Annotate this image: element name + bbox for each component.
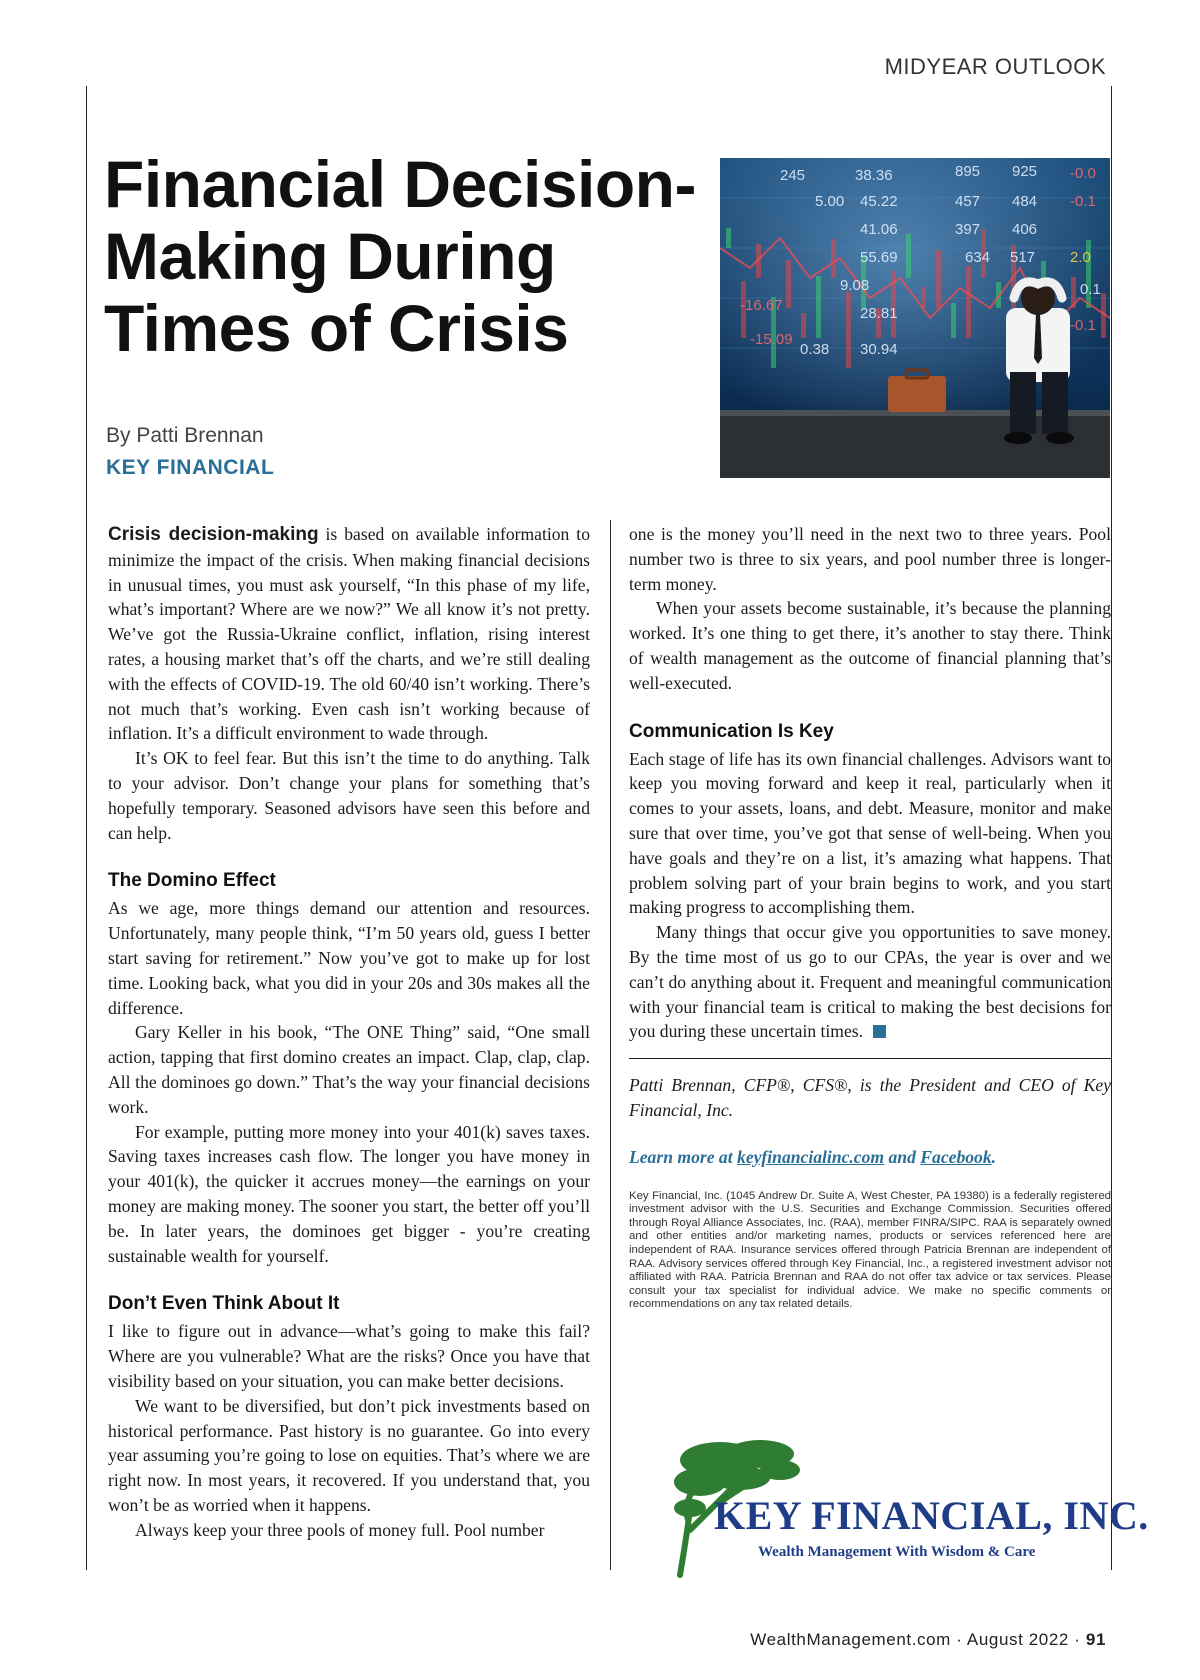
decor-candle [846, 292, 851, 368]
decor-candle [816, 276, 821, 338]
article-column-left [108, 522, 590, 1542]
hero-number: 9.08 [840, 277, 870, 294]
paragraph: We want to be diversified, but don’t pick investments based on historical performance. Past history is no guarantee. Go into every year assuming you’re going to lose on equities. That’s where we are right now. In most years, it recovered. If you understand that, you won’t be as worried when it happens. [108, 1395, 590, 1515]
byline: By Patti Brennan [106, 424, 264, 447]
logo-tagline: Wealth Management With Wisdom & Care [758, 1544, 1036, 1560]
decor-candle [906, 234, 911, 278]
decor-candle [951, 303, 956, 338]
hero-number: -0.1 [1070, 317, 1096, 334]
paragraph-text: Many things that occur give you opportunities to save money. By the time most of us go to our CPAs, the year is over and we can’t do anything about it. Frequent and meaningful communication with your financial team is critical to making the best decisions for you during these uncertain times. [629, 922, 1111, 1042]
paragraph [108, 522, 590, 746]
hero-number: -15.09 [750, 331, 793, 348]
author-bio: Patti Brennan, CFP®, CFS®, is the President and CEO of Key Financial, Inc. [629, 1075, 1111, 1120]
hero-number: 925 [1012, 163, 1038, 180]
paragraph: I like to figure out in advance—what’s going to make this fail? Where are you vulnerable? What are the risks? Once you have that visibility based on your situation, you can make better decisions. [108, 1321, 590, 1391]
decor-candle [801, 313, 806, 338]
hero-number: 634 [965, 249, 991, 266]
paragraph: For example, putting more money into your 401(k) saves taxes. Saving taxes increases cash flow. The longer you have money in your 401(k), the quicker it accrues money—the earnings on your money are making money. The sooner you start, the better off you’ll be. In later years, the dominoes get bigger - you’re creating sustainable wealth for yourself. [108, 1121, 590, 1266]
paragraph: one is the money you’ll need in the next two to three years. Pool number two is three to six years, and pool number three is longer-term money. [629, 524, 1111, 594]
hero-number: 517 [1010, 249, 1036, 266]
end-mark-icon [873, 1025, 886, 1038]
stock-screen-illustration [720, 158, 1110, 478]
left-rule [86, 86, 87, 1570]
hero-number: 457 [955, 193, 981, 210]
hero-number: 28.81 [860, 305, 898, 322]
learn-more-prefix: Learn more at [629, 1146, 738, 1167]
decor-candle [831, 239, 836, 278]
hero-number: 0.38 [800, 341, 830, 358]
paragraph: Gary Keller in his book, “The ONE Thing” said, “One small action, tapping that first domino creates an impact. Clap, clap, clap. All the dominoes go down.” That’s the way your financial decisions work. [108, 1022, 590, 1117]
byline-company: KEY FINANCIAL [106, 456, 275, 479]
paragraph [629, 920, 1111, 1044]
key-financial-logo [660, 1430, 1149, 1580]
logo-wordmark: KEY FINANCIAL, INC. [714, 1493, 1149, 1538]
subheading-dont-think: Don’t Even Think About It [108, 1293, 340, 1315]
hero-number: 0.1 [1080, 281, 1101, 298]
hero-number: 484 [1012, 193, 1038, 210]
hero-number: 2.0 [1070, 249, 1091, 266]
footer-site: WealthManagement.com · August 2022 · [750, 1630, 1086, 1649]
hero-number: -16.67 [740, 297, 783, 314]
hero-number: 895 [955, 163, 981, 180]
facebook-link[interactable]: Facebook [920, 1146, 992, 1167]
decor-candle [726, 228, 731, 248]
website-link[interactable]: keyfinancialinc.com [737, 1146, 885, 1167]
hero-number: 30.94 [860, 341, 898, 358]
paragraph: Always keep your three pools of money full. Pool number [135, 1519, 545, 1540]
subheading-communication: Communication Is Key [629, 720, 834, 742]
hero-number: -0.1 [1070, 193, 1096, 210]
hero-number: 41.06 [860, 221, 898, 238]
paragraph: It’s OK to feel fear. But this isn’t the time to do anything. Talk to your advisor. Don’t change your plans for something that’s hopefully temporary. Seasoned advisors have seen this before and can help. [108, 748, 590, 843]
bio-divider [629, 1058, 1111, 1059]
learn-more-joiner: and [884, 1146, 921, 1167]
paragraph: When your assets become sustainable, it’s because the planning worked. It’s one thing to get there, it’s another to stay there. Think of wealth management as the outcome of financial planning that’s well-executed. [629, 598, 1111, 693]
page-number: 91 [1085, 1630, 1106, 1649]
decor-candle [966, 266, 971, 338]
lead-in: Crisis decision-making [108, 524, 319, 545]
paragraph: Each stage of life has its own financial challenges. Advisors want to keep you moving forward and keep it real, particularly when it comes to your assets, loans, and debt. Measure, monitor and make sure that over time, you’ve got that sense of well-being. When you have goals and they’re on a list, it’s amazing what happens. That problem solving part of your brain begins to work, and you start making progress to accomplishing them. [629, 748, 1111, 918]
paragraph-text: is based on available information to minimize the impact of the crisis. When making financial decisions in unusual times, you must ask yourself, “In this phase of my life, what’s important? Where are we now?” We all know it’s not pretty. We’ve got the Russia-Ukraine conflict, inflation, rising interest rates, a housing market that’s off the charts, and we’re still dealing with the effects of COVID-19. The old 60/40 isn’t working. There’s not much that’s working. Even cash isn’t working because of inflation. It’s a difficult environment to wade through. [108, 524, 590, 744]
article-title: Financial Decision-Making During Times of Crisis [104, 147, 696, 365]
decor-candle [921, 287, 926, 308]
disclaimer: Key Financial, Inc. (1045 Andrew Dr. Suite A, West Chester, PA 19380) is a federally registered investment advisor with the U.S. Securities and Exchange Commission. Securities offered through Royal Alliance Associates, Inc. (RAA), member FINRA/SIPC. RAA is separately owned and other entities and/or marketing names, products or services referenced here are independent of RAA. Insurance services offered through Patricia Brennan are independent of RAA. Advisory services offered through Key Financial, Inc., a registered investment advisor not affiliated with RAA. Patricia Brennan and RAA do not offer tax advice or tax services. Please consult your tax specialist for individual advice. We make no specific comments or recommendations on any tax related details. [629, 1189, 1111, 1311]
subheading-domino: The Domino Effect [108, 870, 276, 892]
hero-number: -0.0 [1070, 165, 1096, 182]
decor-candle [936, 250, 941, 308]
hero-number: 397 [955, 221, 981, 238]
right-rule [1111, 86, 1112, 1570]
hero-number: 5.00 [815, 193, 845, 210]
decor-candle [786, 260, 791, 308]
hero-number: 55.69 [860, 249, 898, 266]
learn-more-suffix: . [991, 1146, 997, 1167]
hero-number: 245 [780, 167, 806, 184]
hero-number: 38.36 [855, 167, 893, 184]
section-label: MIDYEAR OUTLOOK [884, 54, 1106, 79]
article-column-right [629, 522, 1111, 1312]
column-rule [610, 520, 611, 1570]
hero-number: 406 [1012, 221, 1038, 238]
hero-image [720, 158, 1110, 478]
hero-number: 45.22 [860, 193, 898, 210]
learn-more [629, 1145, 1111, 1170]
paragraph: As we age, more things demand our attention and resources. Unfortunately, many people think, “I’m 50 years old, guess I better start saving for retirement.” Now you’ve got to make up for lost time. Looking back, what you did in your 20s and 30s makes all the difference. [108, 898, 590, 1018]
page-footer [750, 1630, 1106, 1650]
